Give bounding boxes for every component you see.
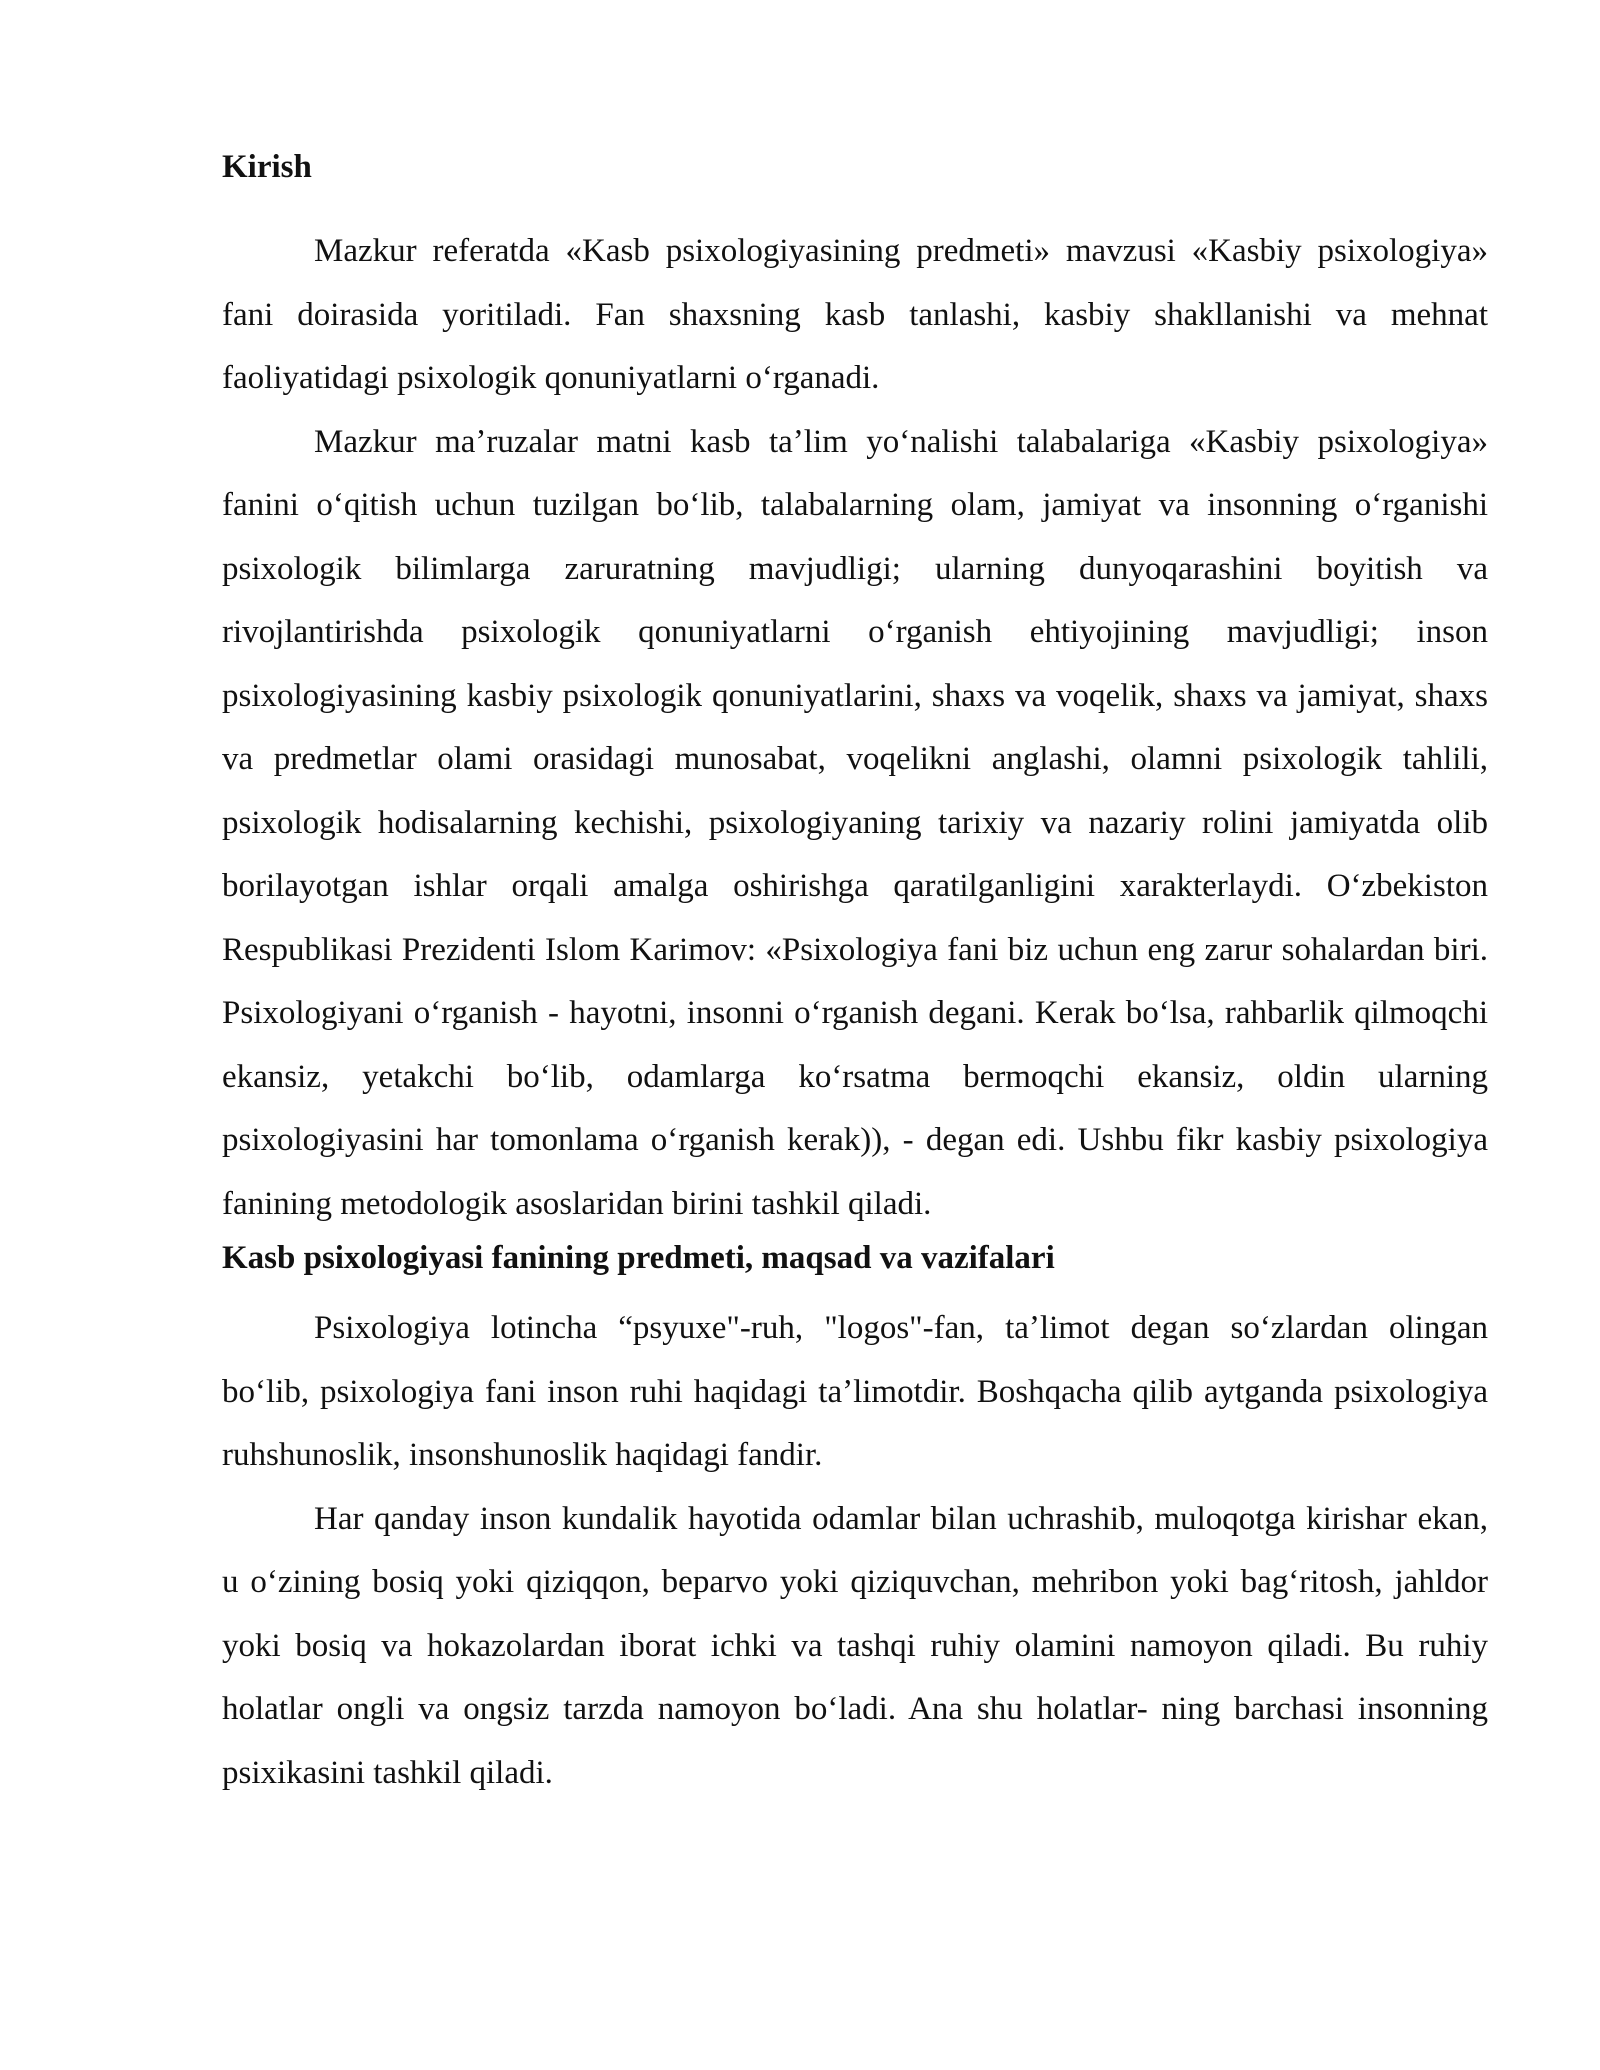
- paragraph-subject-2: Har qanday inson kundalik hayotida odamlar bilan uchrashib, muloqotga kirishar ekan, u oʻzining bosiq yoki qiziqqon, beparvo yoki qiziquvchan, mehribon yoki bagʻritosh, jahldor yoki bosiq va hokazolardan iborat ichki va tashqi ruhiy olamini namoyon qiladi. Bu ruhiy holatlar ongli va ongsiz tarzda namoyon boʻladi. Ana shu holatlar- ning barchasi insonning psixikasini tashkil qiladi.: [222, 1500, 1488, 1791]
- paragraph-intro-2: Mazkur maʼruzalar matni kasb taʼlim yoʻnalishi talabalariga «Kasbiy psixologiya» fanini oʻqitish uchun tuzilgan boʻlib, talabalarning olam, jamiyat va insonning oʻrganishi psixologik bilimlarga zaruratning mavjudligi; ularning dunyoqarashini boyitish va rivojlantirishda psixologik qonuniyatlarni oʻrganish ehtiyojining mavjudligi; inson psixologiyasining kasbiy psixologik qonuniyatlarini, shaxs va voqelik, shaxs va jamiyat, shaxs va predmetlar olami orasidagi munosabat, voqelikni anglashi, olamni psixologik tahlili, psixologik hodisalarning kechishi, psixologiyaning tarixiy va nazariy rolini jamiyatda olib borilayotgan ishlar orqali amalga oshirishga qaratilganligini xarakterlaydi. Oʻzbekiston Respublikasi Prezidenti Islom Karimov: «Psixologiya fani biz uchun eng zarur sohalardan biri. Psixologiyani oʻrganish - hayotni, insonni oʻrganish degani. Kerak boʻlsa, rahbarlik qilmoqchi ekansiz, yetakchi boʻlib, odamlarga koʻrsatma bermoqchi ekansiz, oldin ularning psixologiyasini har tomonlama oʻrganish kerak)), - degan edi. Ushbu fikr kasbiy psixologiya fanining metodologik asoslaridan birini tashkil qiladi.: [222, 423, 1488, 1222]
- paragraph-intro-1: Mazkur referatda «Kasb psixologiyasining predmeti» mavzusi «Kasbiy psixologiya» fani doirasida yoritiladi. Fan shaxsning kasb tanlashi, kasbiy shakllanishi va mehnat faoliyatidagi psixologik qonuniyatlarni oʻrganadi.: [222, 233, 1488, 396]
- heading-subject: Kasb psixologiyasi fanining predmeti, maqsad va vazifalari: [222, 1240, 1055, 1276]
- document-page: [222, 145, 1488, 1805]
- heading-intro: Kirish: [222, 149, 312, 185]
- paragraph-subject-1: Psixologiya lotincha “psyuxe"-ruh, "logos"-fan, taʼlimot degan soʻzlardan olingan boʻlib, psixologiya fani inson ruhi haqidagi taʼlimotdir. Boshqacha qilib aytganda psixologiya ruhshunoslik, insonshunoslik haqidagi fandir.: [222, 1310, 1488, 1473]
